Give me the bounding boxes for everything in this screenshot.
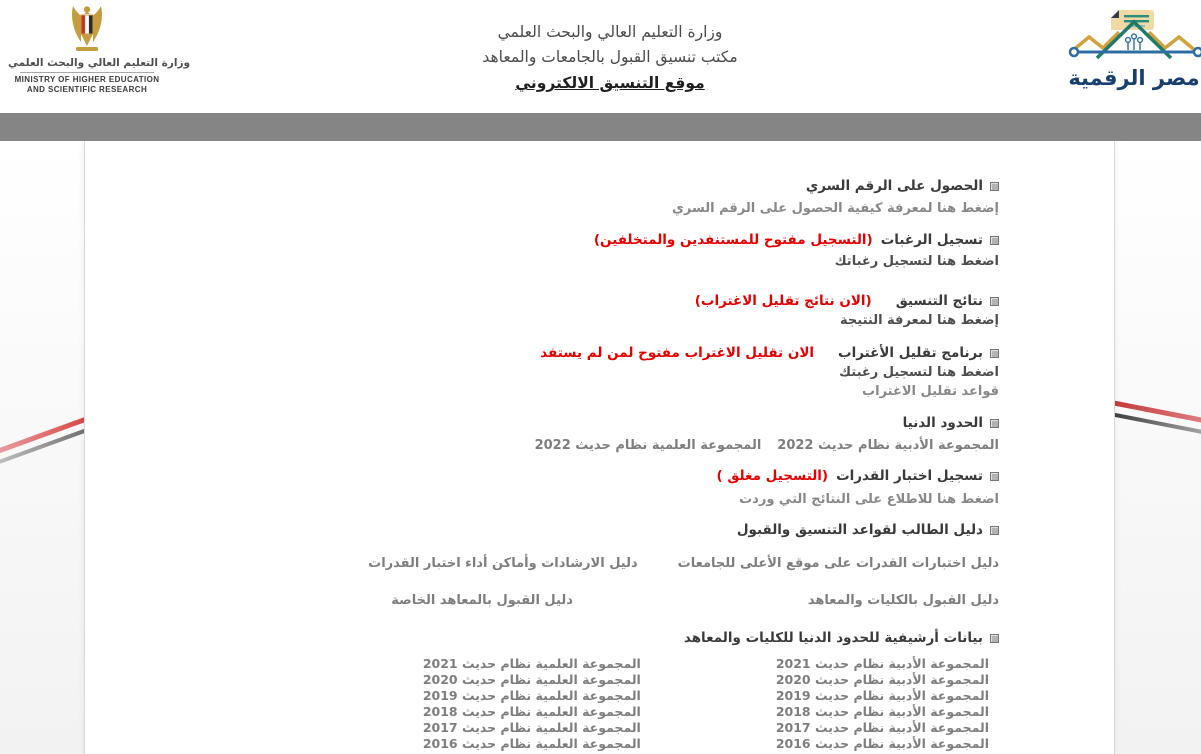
egypt-eagle-icon [8,4,166,54]
wishes-register-link[interactable]: اضغط هنا لتسجيل رغباتك [834,254,999,269]
section-title: بيانات أرشيفية للحدود الدنيا للكليات والمعاهد [683,630,983,646]
section-title: نتائج التنسيق [895,293,983,309]
square-bullet-icon [990,297,999,306]
archive-row-2021 [115,656,999,672]
square-bullet-icon [990,349,999,358]
guide-colleges-institutes-link[interactable]: دليل القبول بالكليات والمعاهد [807,593,999,608]
ministry-name-english-line2: AND SCIENTIFIC RESEARCH [26,85,148,94]
guides-row-2 [115,591,999,610]
wishes-status-badge: (التسجيل مفتوح للمستنفدين والمتخلفين) [593,232,873,248]
minimums-scientific-2022-link[interactable]: المجموعة العلمية نظام حديث 2022 [534,438,762,453]
archive-literary-2020-link[interactable]: المجموعة الأدبية نظام حديث 2020 [775,672,989,687]
archive-scientific-2019-link[interactable]: المجموعة العلمية نظام حديث 2019 [422,688,641,703]
guides-row-1 [115,554,999,573]
archive-scientific-2020-link[interactable]: المجموعة العلمية نظام حديث 2020 [422,672,641,687]
archive-scientific-2018-link[interactable]: المجموعة العلمية نظام حديث 2018 [422,704,641,719]
site-title-line2: مكتب تنسيق القبول بالجامعات والمعاهد [482,48,738,66]
ministry-name-arabic: وزارة التعليم العالي والبحث العلمي [8,57,191,69]
relocation-status-badge: الان تقليل الاغتراب مفتوح لمن لم يستفد [540,345,815,361]
content-card [84,141,1115,754]
page-header [0,0,1201,113]
guide-instructions-locations-link[interactable]: دليل الارشادات وأماكن أداء اختبار القدرات [368,556,638,571]
secret-number-help-link[interactable]: إضغط هنا لمعرفة كيفية الحصول على الرقم السري [672,201,999,216]
flag-ribbon-left [0,416,93,466]
digital-egypt-pyramids-icon [1067,6,1201,64]
header-gray-bar [0,113,1201,141]
minimums-literary-2022-link[interactable]: المجموعة الأدبية نظام حديث 2022 [777,438,999,453]
relocation-register-link[interactable]: اضغط هنا لتسجيل رغبتك [839,365,999,380]
section-secret-number-heading [115,176,999,196]
section-title: الحدود الدنيا [902,415,983,431]
abilities-results-link[interactable]: اضغط هنا للاطلاع على النتائج التي وردت [739,492,999,507]
section-title: برنامج تقليل الأغتراب [838,345,983,361]
archive-scientific-2021-link[interactable]: المجموعة العلمية نظام حديث 2021 [422,656,641,671]
archive-literary-2019-link[interactable]: المجموعة الأدبية نظام حديث 2019 [775,688,989,703]
digital-egypt-wordmark: مصر الرقمية [1068,66,1200,90]
archive-row-2017 [115,720,999,736]
relocation-rules-link[interactable]: قواعد تقليل الاغتراب [862,384,999,399]
archive-row-2020 [115,672,999,688]
section-minimums-heading [115,413,999,433]
section-results-heading [115,291,999,311]
ministry-logo-divider [20,72,154,73]
archive-literary-2021-link[interactable]: المجموعة الأدبية نظام حديث 2021 [775,656,989,671]
guide-private-institutes-link[interactable]: دليل القبول بالمعاهد الخاصة [391,593,573,608]
section-relocation-heading [115,343,999,363]
section-title: تسجيل الرغبات [880,232,983,248]
ministry-name-english-line1: MINISTRY OF HIGHER EDUCATION [14,75,160,84]
archive-table [115,656,999,752]
square-bullet-icon [990,472,999,481]
tansik-site-link[interactable]: موقع التنسيق الالكتروني [515,74,705,92]
square-bullet-icon [990,182,999,191]
abilities-status-badge: (التسجيل مغلق ) [716,468,829,484]
archive-row-2019 [115,688,999,704]
content-list [85,141,1114,752]
archive-literary-2017-link[interactable]: المجموعة الأدبية نظام حديث 2017 [775,720,989,735]
section-abilities-heading [115,466,999,486]
square-bullet-icon [990,526,999,535]
archive-scientific-2016-link[interactable]: المجموعة العلمية نظام حديث 2016 [422,736,641,751]
square-bullet-icon [990,419,999,428]
site-title-block [300,20,920,97]
section-title: تسجيل اختبار القدرات [836,468,983,484]
archive-literary-2016-link[interactable]: المجموعة الأدبية نظام حديث 2016 [775,736,989,751]
archive-row-2018 [115,704,999,720]
square-bullet-icon [990,634,999,643]
section-title: الحصول على الرقم السري [805,178,983,194]
section-wishes-heading [115,230,999,250]
section-archive-heading [115,628,999,648]
archive-row-2016 [115,736,999,752]
digital-egypt-logo [1067,6,1201,90]
ministry-logo [8,4,191,95]
results-status-badge: (الان نتائج تقليل الاغتراب) [694,293,872,309]
archive-literary-2018-link[interactable]: المجموعة الأدبية نظام حديث 2018 [775,704,989,719]
section-guides-heading [115,520,999,540]
square-bullet-icon [990,236,999,245]
guide-abilities-website-link[interactable]: دليل اختبارات القدرات على موقع الأعلى للجامعات [677,556,999,571]
main-background [0,141,1201,754]
minimums-links-row [115,436,999,455]
archive-scientific-2017-link[interactable]: المجموعة العلمية نظام حديث 2017 [422,720,641,735]
section-title: دليل الطالب لقواعد التنسيق والقبول [736,522,983,538]
site-title-line1: وزارة التعليم العالي والبحث العلمي [497,23,723,41]
results-view-link[interactable]: إضغط هنا لمعرفة النتيجة [840,313,999,328]
